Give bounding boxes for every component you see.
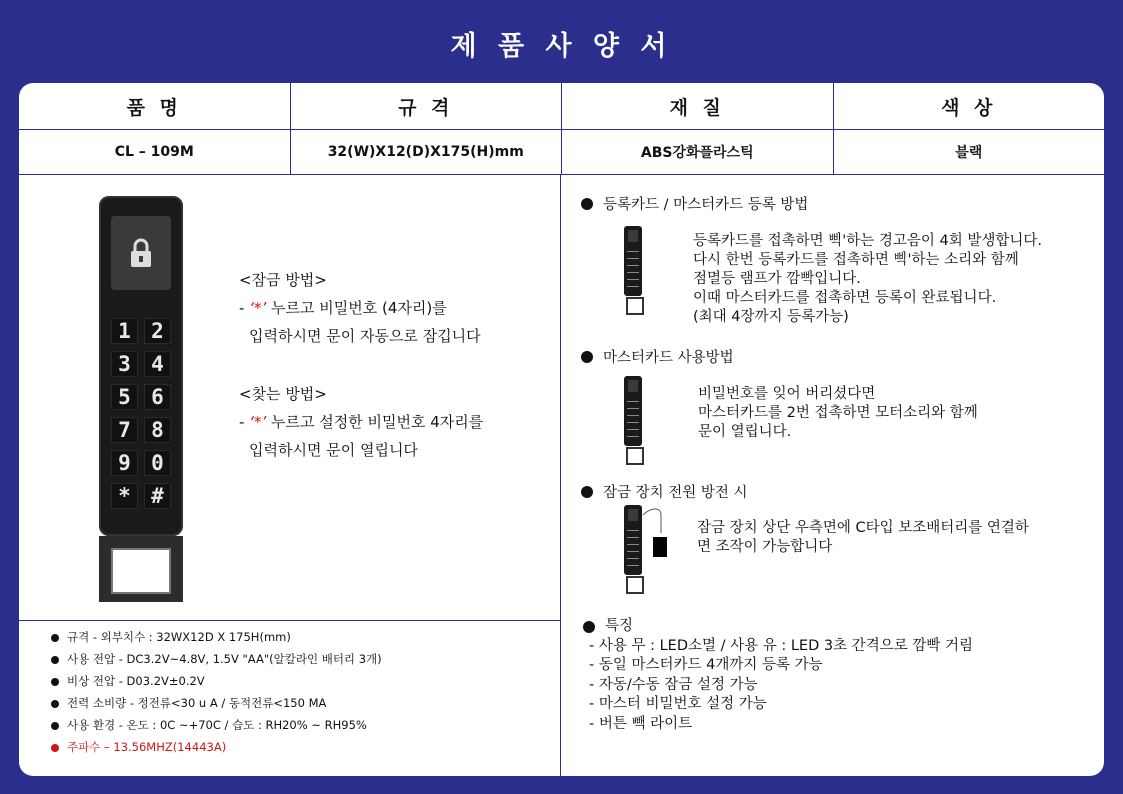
col-name-header: 품 명 bbox=[19, 83, 291, 129]
key-0: 0 bbox=[144, 450, 171, 476]
key-5: 5 bbox=[111, 384, 138, 410]
register-line: 다시 한번 등록카드를 접촉하면 삑'하는 소리와 함께 bbox=[693, 252, 1019, 268]
power-line: 면 조작이 가능합니다 bbox=[697, 539, 833, 555]
master-heading bbox=[581, 346, 734, 367]
bullet-icon bbox=[51, 700, 59, 708]
register-line: (최대 4장까지 등록가능) bbox=[693, 309, 849, 325]
key-7: 7 bbox=[111, 417, 138, 443]
master-line: 문이 열립니다. bbox=[698, 424, 792, 440]
spec-text: 비상 전압 - D03.2V±0.2V bbox=[67, 674, 205, 688]
product-material: ABS강화플라스틱 bbox=[562, 130, 834, 174]
features-heading bbox=[583, 617, 973, 637]
spec-divider bbox=[19, 620, 560, 621]
key-hash: # bbox=[144, 483, 171, 509]
spec-item bbox=[51, 692, 382, 714]
spec-sheet bbox=[19, 83, 1104, 776]
bullet-icon bbox=[51, 722, 59, 730]
spec-text: 사용 환경 - 온도 : 0C ~+70C / 습도 : RH20% ~ RH95% bbox=[67, 718, 367, 732]
bullet-icon bbox=[51, 656, 59, 664]
key-star: * bbox=[111, 483, 138, 509]
spec-item bbox=[51, 648, 382, 670]
feature-item: - 사용 무 : LED소멸 / 사용 유 : LED 3초 간격으로 깜빡 거림 bbox=[589, 637, 973, 654]
keypad bbox=[111, 318, 171, 509]
device-thumbnail bbox=[624, 505, 642, 601]
feature-item: - 버튼 빽 라이트 bbox=[589, 715, 693, 732]
master-body bbox=[698, 385, 978, 442]
lock-method-line2: 입력하시면 문이 자동으로 잠깁니다 bbox=[249, 327, 481, 345]
lock-method-line1 bbox=[239, 294, 483, 322]
register-line: 이때 마스터카드를 접촉하면 등록이 완료됩니다. bbox=[693, 290, 997, 306]
bullet-icon bbox=[581, 198, 593, 210]
power-heading bbox=[581, 481, 748, 502]
bullet-icon bbox=[51, 634, 59, 642]
bullet-icon bbox=[581, 486, 593, 498]
spec-text: 주파수 – 13.56MHZ(14443A) bbox=[67, 740, 227, 754]
register-heading-text: 등록카드 / 마스터카드 등록 방법 bbox=[603, 197, 809, 213]
star-key-label: ‘*’ bbox=[249, 413, 267, 431]
power-heading-text: 잠금 장치 전원 방전 시 bbox=[603, 485, 748, 501]
spec-list bbox=[51, 626, 382, 758]
key-9: 9 bbox=[111, 450, 138, 476]
bullet-icon bbox=[51, 744, 59, 752]
spec-item bbox=[51, 670, 382, 692]
register-line: 점멸등 램프가 깜빡입니다. bbox=[693, 271, 861, 287]
feature-item: - 자동/수동 잠금 설정 가능 bbox=[589, 676, 758, 693]
lock-method-title: <잠금 방법> bbox=[239, 271, 327, 289]
key-1: 1 bbox=[111, 318, 138, 344]
lock-instructions bbox=[239, 266, 483, 464]
key-4: 4 bbox=[144, 351, 171, 377]
features-section bbox=[583, 617, 973, 734]
bullet-icon bbox=[583, 621, 595, 633]
device-thumbnail bbox=[624, 376, 642, 472]
spec-item bbox=[51, 626, 382, 648]
feature-item: - 동일 마스터카드 4개까지 등록 가능 bbox=[589, 657, 823, 673]
battery-icon bbox=[653, 537, 667, 557]
lock-method-text: 누르고 비밀번호 (4자리)를 bbox=[266, 299, 447, 317]
product-name: CL – 109M bbox=[19, 130, 291, 174]
header-row bbox=[19, 83, 1104, 130]
register-line: 등록카드를 접촉하면 삑'하는 경고음이 4회 발생합니다. bbox=[693, 233, 1043, 249]
open-method-line1 bbox=[239, 408, 483, 436]
column-divider bbox=[560, 175, 561, 776]
register-heading bbox=[581, 193, 808, 214]
device-body bbox=[99, 196, 183, 536]
bullet-dash: - bbox=[239, 413, 250, 431]
key-2: 2 bbox=[144, 318, 171, 344]
bullet-icon bbox=[51, 678, 59, 686]
bullet-dash: - bbox=[239, 299, 250, 317]
handle-hole bbox=[111, 548, 171, 594]
product-color: 블랙 bbox=[955, 145, 983, 161]
product-size: 32(W)X12(D)X175(H)mm bbox=[291, 130, 563, 174]
key-6: 6 bbox=[144, 384, 171, 410]
master-line: 비밀번호를 잊어 버리셨다면 bbox=[698, 386, 876, 402]
spec-item bbox=[51, 714, 382, 736]
power-line: 잠금 장치 상단 우측면에 C타입 보조배터리를 연결하 bbox=[697, 520, 1029, 536]
device-image bbox=[99, 196, 183, 606]
open-method-line2: 입력하시면 문이 열립니다 bbox=[249, 441, 418, 459]
open-method-text: 누르고 설정한 비밀번호 4자리를 bbox=[266, 413, 484, 431]
lock-icon bbox=[111, 216, 171, 290]
value-row bbox=[19, 130, 1104, 175]
register-section bbox=[581, 193, 808, 214]
master-section bbox=[581, 346, 734, 367]
col-size-header: 규 격 bbox=[291, 83, 563, 129]
device-thumbnail bbox=[624, 226, 642, 322]
bullet-icon bbox=[581, 351, 593, 363]
key-3: 3 bbox=[111, 351, 138, 377]
star-key-label: ‘*’ bbox=[249, 299, 267, 317]
spec-text: 규격 - 외부치수 : 32WX12D X 175H(mm) bbox=[67, 630, 291, 644]
spec-text: 사용 전압 - DC3.2V~4.8V, 1.5V "AA"(알칼라인 배터리 3개) bbox=[67, 652, 382, 666]
features-heading-text: 특징 bbox=[605, 618, 634, 634]
cable-icon bbox=[641, 507, 671, 537]
master-heading-text: 마스터카드 사용방법 bbox=[603, 350, 734, 366]
device-handle bbox=[99, 536, 183, 602]
spec-text: 전력 소비량 - 정전류<30 u A / 동적전류<150 MA bbox=[67, 696, 327, 710]
page-title: 제 품 사 양 서 bbox=[450, 31, 673, 62]
col-material-header: 재 질 bbox=[562, 83, 834, 129]
key-8: 8 bbox=[144, 417, 171, 443]
power-body bbox=[697, 519, 1029, 557]
power-section bbox=[581, 481, 748, 502]
master-line: 마스터카드를 2번 접촉하면 모터소리와 함께 bbox=[698, 405, 978, 421]
register-body bbox=[693, 232, 1042, 327]
open-method-title: <찾는 방법> bbox=[239, 385, 327, 403]
spec-item-frequency bbox=[51, 736, 382, 758]
col-color-header: 색 상 bbox=[941, 96, 997, 119]
feature-item: - 마스터 비밀번호 설정 가능 bbox=[589, 696, 767, 712]
